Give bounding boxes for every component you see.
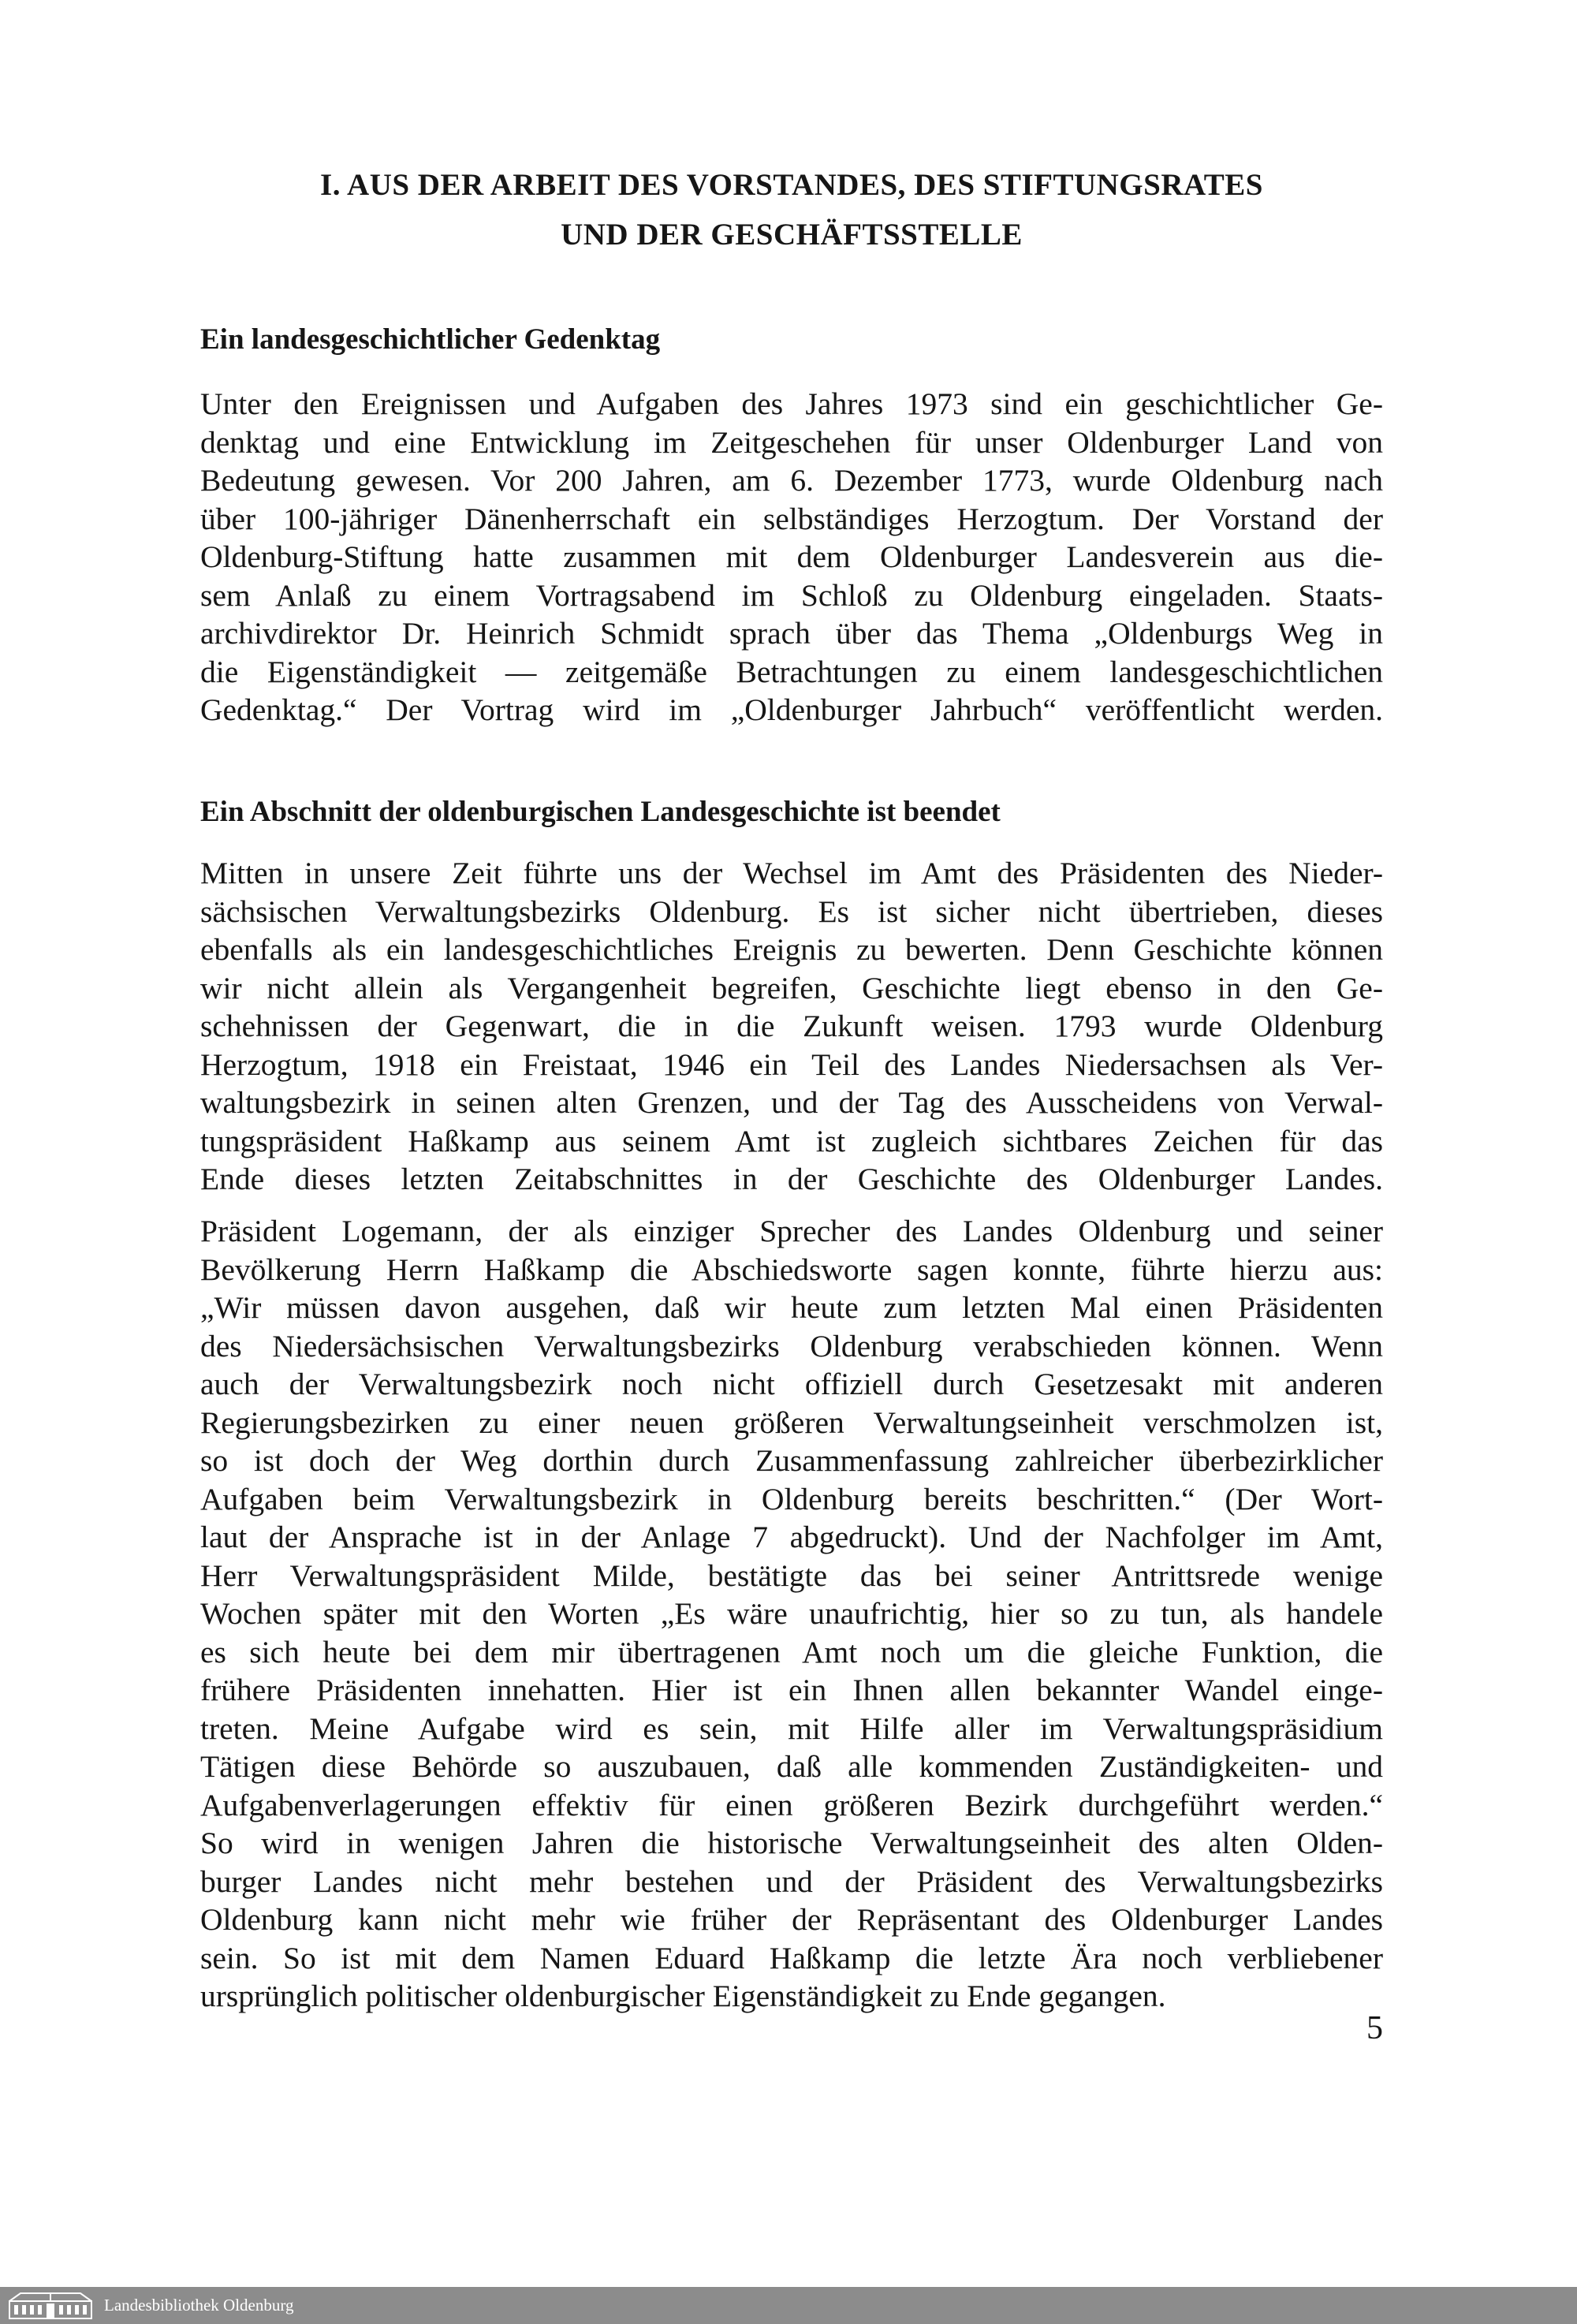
text-line: tungspräsident Haßkamp aus seinem Amt ist zugleich sichtbares Zeichen für das [200,1123,1383,1158]
chapter-title-line-2: UND DER GESCHÄFTSSTELLE [561,218,1023,252]
text-line: sächsischen Verwaltungsbezirks Oldenburg. Es ist sicher nicht übertrieben, dieses [200,893,1383,929]
text-line: Bevölkerung Herrn Haßkamp die Abschiedsworte sagen konnte, führte hierzu aus: [200,1252,1383,1287]
text-line: auch der Verwaltungsbezirk noch nicht offiziell durch Gesetzesakt mit anderen [200,1367,1383,1401]
text-line: so ist doch der Weg dorthin durch Zusammenfassung zahlreicher überbezirklicher [200,1443,1383,1478]
text-line: Wochen später mit den Worten „Es wäre unaufrichtig, hier so zu tun, als handele [200,1596,1383,1631]
text-line: über 100-jähriger Dänenherrschaft ein selbständiges Herzogtum. Der Vorstand der [200,501,1383,536]
page-number: 5 [1366,2010,1383,2046]
text-line: ursprünglich politischer oldenburgischer Eigenständigkeit zu Ende gegangen. [200,1979,1166,2013]
text-line: denktag und eine Entwicklung im Zeitgeschehen für unser Oldenburger Land von [200,424,1383,460]
footer-bar [0,2287,1577,2324]
text-line: die Eigenständigkeit — zeitgemäße Betrachtungen zu einem landesgeschichtlichen [200,654,1383,689]
text-line: Tätigen diese Behörde so auszubauen, daß alle kommenden Zuständigkeiten- und [200,1749,1383,1784]
text-line: waltungsbezirk in seinen alten Grenzen, und der Tag des Ausscheidens von Verwal- [200,1085,1383,1120]
section-heading-abschnitt: Ein Abschnitt der oldenburgischen Landesgeschichte ist beendet [200,796,1001,828]
text-line: Oldenburg kann nicht mehr wie früher der Repräsentant des Oldenburger Landes [200,1902,1383,1937]
text-line: Ende dieses letzten Zeitabschnittes in der Geschichte des Oldenburger Landes. [200,1162,1383,1196]
text-line: „Wir müssen davon ausgehen, daß wir heute zum letzten Mal einen Präsidenten [200,1290,1383,1325]
library-name: Landesbibliothek Oldenburg [104,2296,294,2315]
text-line: Regierungsbezirken zu einer neuen größeren Verwaltungseinheit verschmolzen ist, [200,1404,1383,1440]
chapter-title-line-1: I. AUS DER ARBEIT DES VORSTANDES, DES STIFTUNGSRATES [320,168,1263,202]
text-line: archivdirektor Dr. Heinrich Schmidt sprach über das Thema „Oldenburgs Weg in [200,616,1383,651]
text-line: Aufgaben beim Verwaltungsbezirk in Oldenburg bereits beschritten.“ (Der Wort- [200,1481,1383,1516]
text-line: Unter den Ereignissen und Aufgaben des Jahres 1973 sind ein geschichtlicher Ge- [200,386,1383,421]
section-heading-gedenktag: Ein landesgeschichtlicher Gedenktag [200,323,661,356]
text-line: des Niedersächsischen Verwaltungsbezirks Oldenburg verabschieden können. Wenn [200,1328,1383,1363]
text-line: Mitten in unsere Zeit führte uns der Wechsel im Amt des Präsidenten des Nieder- [200,856,1383,890]
text-line: schehnissen der Gegenwart, die in die Zukunft weisen. 1793 wurde Oldenburg [200,1009,1383,1043]
paragraph-wechsel-im-amt [200,854,1383,1199]
text-line: Präsident Logemann, der als einziger Sprecher des Landes Oldenburg und seiner [200,1214,1383,1248]
text-line: burger Landes nicht mehr bestehen und der Präsident des Verwaltungsbezirks [200,1863,1383,1899]
paragraph-gedenktag [200,385,1383,729]
text-line: laut der Ansprache ist in der Anlage 7 abgedruckt). Und der Nachfolger im Amt, [200,1520,1383,1554]
text-line: Aufgabenverlagerungen effektiv für einen größeren Bezirk durchgeführt werden.“ [200,1787,1383,1822]
text-line: treten. Meine Aufgabe wird es sein, mit Hilfe aller im Verwaltungspräsidium [200,1710,1383,1746]
text-line: Herr Verwaltungspräsident Milde, bestätigte das bei seiner Antrittsrede wenige [200,1557,1383,1593]
text-line: wir nicht allein als Vergangenheit begreifen, Geschichte liegt ebenso in den Ge- [200,970,1383,1005]
text-line: ebenfalls als ein landesgeschichtliches Ereignis zu bewerten. Denn Geschichte können [200,932,1383,967]
text-line: Herzogtum, 1918 ein Freistaat, 1946 ein Teil des Landes Niedersachsen als Ver- [200,1046,1383,1082]
paragraph-logemann [200,1212,1383,2016]
text-line: Oldenburg-Stiftung hatte zusammen mit dem Oldenburger Landesverein aus die- [200,539,1383,574]
text-line: Bedeutung gewesen. Vor 200 Jahren, am 6. Dezember 1773, wurde Oldenburg nach [200,463,1383,498]
text-line: So wird in wenigen Jahren die historische Verwaltungseinheit des alten Olden- [200,1826,1383,1860]
text-line: Gedenktag.“ Der Vortrag wird im „Oldenburger Jahrbuch“ veröffentlicht werden. [200,692,1383,727]
text-line: sein. So ist mit dem Namen Eduard Haßkamp die letzte Ära noch verbliebener [200,1940,1383,1975]
text-line: es sich heute bei dem mir übertragenen Amt noch um die gleiche Funktion, die [200,1634,1383,1669]
text-line: sem Anlaß zu einem Vortragsabend im Schloß zu Oldenburg eingeladen. Staats- [200,577,1383,613]
library-building-icon [6,2290,95,2321]
text-line: frühere Präsidenten innehatten. Hier ist ein Ihnen allen bekannter Wandel einge- [200,1673,1383,1707]
